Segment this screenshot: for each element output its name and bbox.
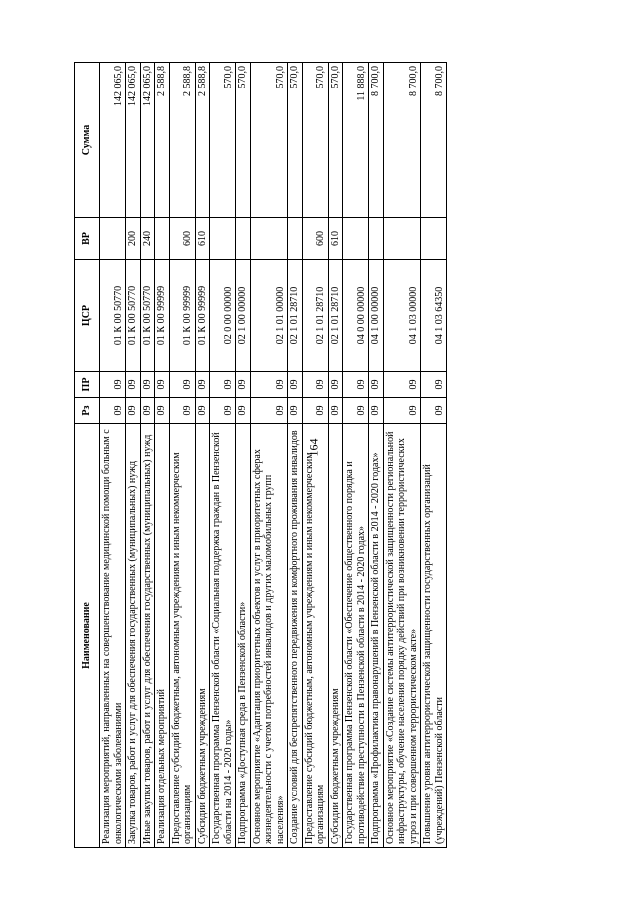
cell-name: Предоставление субсидий бюджетным, автономным учреждениям и иным некоммерческим организациям: [302, 424, 328, 848]
cell-vr: 610: [195, 218, 210, 260]
cell-vr: [288, 218, 303, 260]
cell-name: Повышение уровня антитеррористической защищенности государственных организаций (учреждений) Пензенской области: [421, 424, 447, 848]
cell-csr: 01 К 00 50770: [140, 260, 155, 372]
table-header-row: [75, 63, 100, 848]
cell-csr: 02 1 01 00000: [250, 260, 288, 372]
table-row: [236, 63, 251, 848]
table-row: [155, 63, 170, 848]
cell-csr: 04 1 00 00000: [369, 260, 384, 372]
cell-rz: 09: [369, 398, 384, 424]
cell-sum: 570,0: [250, 63, 288, 218]
cell-pr: 09: [100, 372, 126, 398]
cell-vr: 600: [169, 218, 195, 260]
cell-sum: 2 588,8: [155, 63, 170, 218]
cell-pr: 09: [210, 372, 236, 398]
cell-vr: [236, 218, 251, 260]
cell-name: Основное мероприятие «Создание системы антитеррористической защищенности региональной инфраструктуры, обучение населения порядку действий при возникновении террористических угроз и при совершенном террористическом акте»: [383, 424, 421, 848]
cell-rz: 09: [328, 398, 343, 424]
cell-csr: 02 1 01 28710: [302, 260, 328, 372]
cell-vr: [343, 218, 369, 260]
budget-table: [74, 62, 447, 848]
header-sum: Сумма: [75, 63, 100, 218]
cell-csr: 01 К 00 99999: [169, 260, 195, 372]
cell-csr: 01 К 00 50770: [126, 260, 141, 372]
rotated-table-container: [74, 63, 562, 848]
cell-csr: 02 0 00 00000: [210, 260, 236, 372]
cell-csr: 02 1 01 28710: [288, 260, 303, 372]
cell-sum: 8 700,0: [369, 63, 384, 218]
cell-name: Государственная программа Пензенской области «Социальная поддержка граждан в Пензенской области на 2014 - 2020 годы»: [210, 424, 236, 848]
table-row: [100, 63, 126, 848]
header-csr: ЦСР: [75, 260, 100, 372]
cell-csr: 01 К 00 99999: [155, 260, 170, 372]
cell-pr: 09: [195, 372, 210, 398]
cell-csr: 04 0 00 00000: [343, 260, 369, 372]
cell-rz: 09: [195, 398, 210, 424]
cell-pr: 09: [140, 372, 155, 398]
cell-sum: 570,0: [236, 63, 251, 218]
cell-csr: 04 1 03 64350: [421, 260, 447, 372]
cell-rz: 09: [140, 398, 155, 424]
cell-sum: 8 700,0: [383, 63, 421, 218]
header-pr: ПР: [75, 372, 100, 398]
table-row: [383, 63, 421, 848]
table-row: [328, 63, 343, 848]
cell-csr: 01 К 00 99999: [195, 260, 210, 372]
cell-pr: 09: [169, 372, 195, 398]
table-row: [302, 63, 328, 848]
cell-vr: [383, 218, 421, 260]
header-rz: Рз: [75, 398, 100, 424]
cell-name: Предоставление субсидий бюджетным, автономным учреждениям и иным некоммерческим организациям: [169, 424, 195, 848]
cell-pr: 09: [236, 372, 251, 398]
table-row: [195, 63, 210, 848]
cell-csr: 04 1 03 00000: [383, 260, 421, 372]
cell-vr: [100, 218, 126, 260]
cell-pr: 09: [302, 372, 328, 398]
table-row: [210, 63, 236, 848]
cell-rz: 09: [126, 398, 141, 424]
cell-csr: 02 1 01 28710: [328, 260, 343, 372]
cell-name: Государственная программа Пензенской области «Обеспечение общественного порядка и противодействие преступности в Пензенской области в 2014 - 2020 годах»: [343, 424, 369, 848]
cell-name: Реализация мероприятий, направленных на совершенствование медицинской помощи больным с онкологическими заболеваниями: [100, 424, 126, 848]
cell-vr: [210, 218, 236, 260]
cell-rz: 09: [288, 398, 303, 424]
cell-sum: 142 065,0: [140, 63, 155, 218]
cell-vr: 240: [140, 218, 155, 260]
cell-sum: 570,0: [302, 63, 328, 218]
cell-vr: 200: [126, 218, 141, 260]
cell-rz: 09: [155, 398, 170, 424]
table-row: [288, 63, 303, 848]
cell-sum: 570,0: [328, 63, 343, 218]
cell-vr: [250, 218, 288, 260]
cell-name: Подпрограмма «Доступная среда в Пензенской области»: [236, 424, 251, 848]
cell-name: Создание условий для беспрепятственного передвижения и комфортного проживания инвалидов: [288, 424, 303, 848]
cell-sum: 142 065,0: [100, 63, 126, 218]
cell-rz: 09: [169, 398, 195, 424]
cell-rz: 09: [302, 398, 328, 424]
table-row: [126, 63, 141, 848]
cell-pr: 09: [328, 372, 343, 398]
cell-rz: 09: [100, 398, 126, 424]
cell-sum: 8 700,0: [421, 63, 447, 218]
cell-name: Иные закупки товаров, работ и услуг для обеспечения государственных (муниципальных) нужд: [140, 424, 155, 848]
cell-name: Закупка товаров, работ и услуг для обеспечения государственных (муниципальных) нужд: [126, 424, 141, 848]
cell-name: Субсидии бюджетным учреждениям: [328, 424, 343, 848]
cell-vr: [155, 218, 170, 260]
cell-pr: 09: [343, 372, 369, 398]
cell-name: Основное мероприятие «Адаптация приоритетных объектов и услуг в приоритетных сферах жизнедеятельности с учетом потребностей инвалидов и других маломобильных групп населения»: [250, 424, 288, 848]
cell-name: Подпрограмма «Профилактика правонарушений в Пензенской области в 2014 - 2020 годах»: [369, 424, 384, 848]
cell-pr: 09: [421, 372, 447, 398]
cell-sum: 570,0: [288, 63, 303, 218]
table-row: [421, 63, 447, 848]
cell-pr: 09: [288, 372, 303, 398]
cell-pr: 09: [250, 372, 288, 398]
table-row: [140, 63, 155, 848]
cell-name: Субсидии бюджетным учреждениям: [195, 424, 210, 848]
table-row: [169, 63, 195, 848]
cell-pr: 09: [369, 372, 384, 398]
cell-rz: 09: [421, 398, 447, 424]
page-number: 164: [306, 438, 321, 457]
cell-sum: 2 588,8: [169, 63, 195, 218]
cell-sum: 142 065,0: [126, 63, 141, 218]
cell-sum: 2 588,8: [195, 63, 210, 218]
cell-vr: [369, 218, 384, 260]
cell-pr: 09: [126, 372, 141, 398]
cell-sum: 11 888,0: [343, 63, 369, 218]
cell-pr: 09: [383, 372, 421, 398]
cell-rz: 09: [343, 398, 369, 424]
cell-csr: 01 К 00 50770: [100, 260, 126, 372]
table-row: [343, 63, 369, 848]
table-row: [369, 63, 384, 848]
cell-sum: 570,0: [210, 63, 236, 218]
header-name: Наименование: [75, 424, 100, 848]
cell-name: Реализация отдельных мероприятий: [155, 424, 170, 848]
table-row: [250, 63, 288, 848]
cell-vr: 610: [328, 218, 343, 260]
cell-rz: 09: [250, 398, 288, 424]
cell-rz: 09: [210, 398, 236, 424]
cell-vr: [421, 218, 447, 260]
cell-pr: 09: [155, 372, 170, 398]
cell-csr: 02 1 00 00000: [236, 260, 251, 372]
header-vr: ВР: [75, 218, 100, 260]
cell-rz: 09: [383, 398, 421, 424]
cell-rz: 09: [236, 398, 251, 424]
cell-vr: 600: [302, 218, 328, 260]
